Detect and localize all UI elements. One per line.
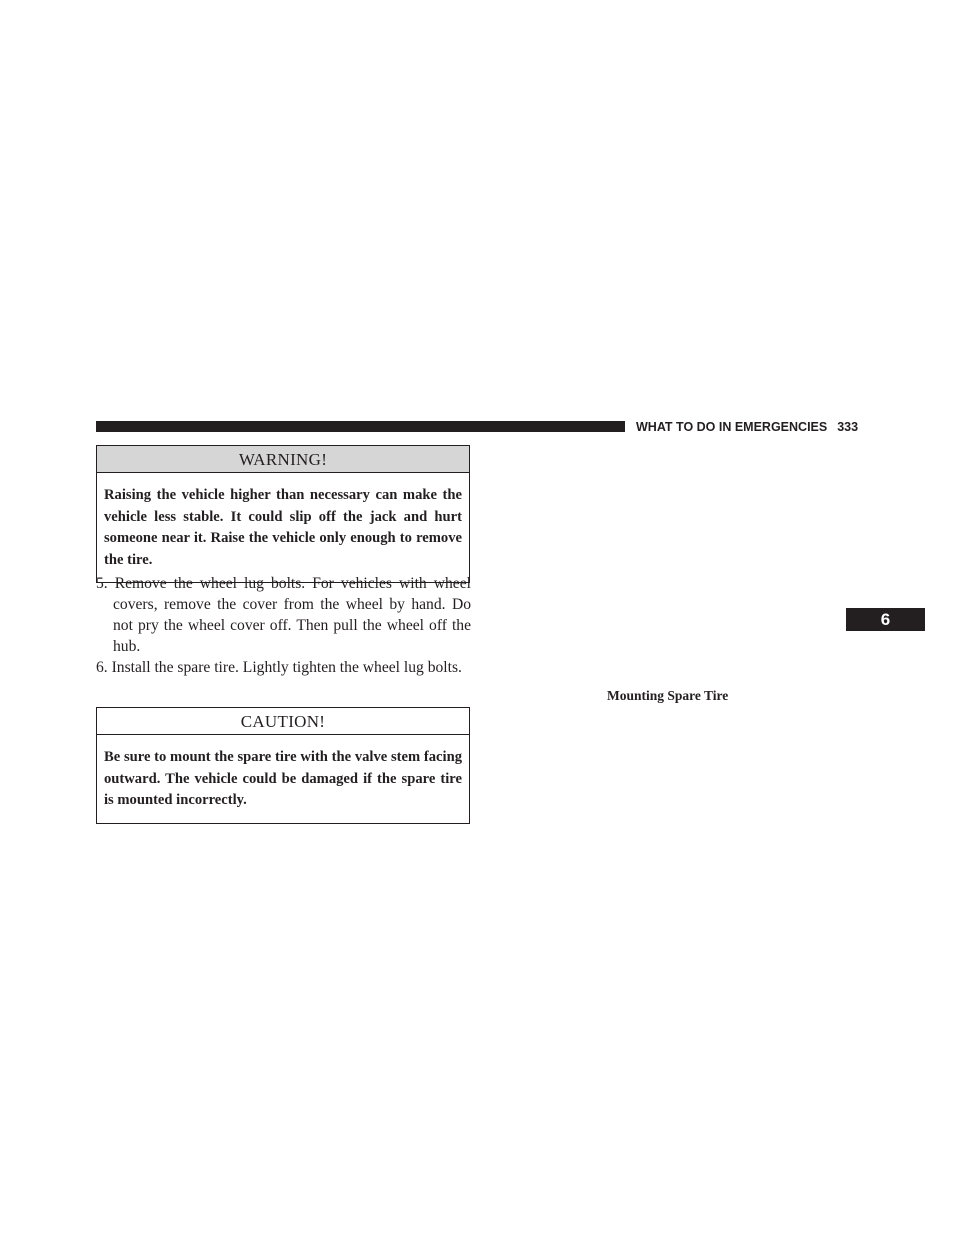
caution-body: Be sure to mount the spare tire with the valve stem facing outward. The vehicle could be damaged if the spare tire is mounted incorrectly.	[104, 749, 462, 808]
figure-caption: Mounting Spare Tire	[607, 688, 729, 703]
section-title: WHAT TO DO IN EMERGENCIES	[636, 420, 828, 434]
warning-body: Raising the vehicle higher than necessary can make the vehicle less stable. It could slip off the jack and hurt someone near it. Raise the vehicle only enough to remove the tire.	[104, 487, 462, 568]
caution-box	[96, 707, 470, 824]
step-5: 5. Remove the wheel lug bolts. For vehicles with wheel covers, remove the cover from the wheel by hand. Do not pry the wheel cover off. Then pull the wheel off the hub.	[96, 575, 471, 655]
header-rule	[96, 421, 625, 432]
running-header	[636, 418, 858, 436]
warning-title: WARNING!	[97, 446, 469, 473]
step-6: 6. Install the spare tire. Lightly tighten the wheel lug bolts.	[96, 659, 462, 676]
caution-title: CAUTION!	[97, 708, 469, 735]
warning-box	[96, 445, 470, 583]
page-number: 333	[837, 420, 859, 434]
chapter-tab: 6	[846, 608, 925, 631]
